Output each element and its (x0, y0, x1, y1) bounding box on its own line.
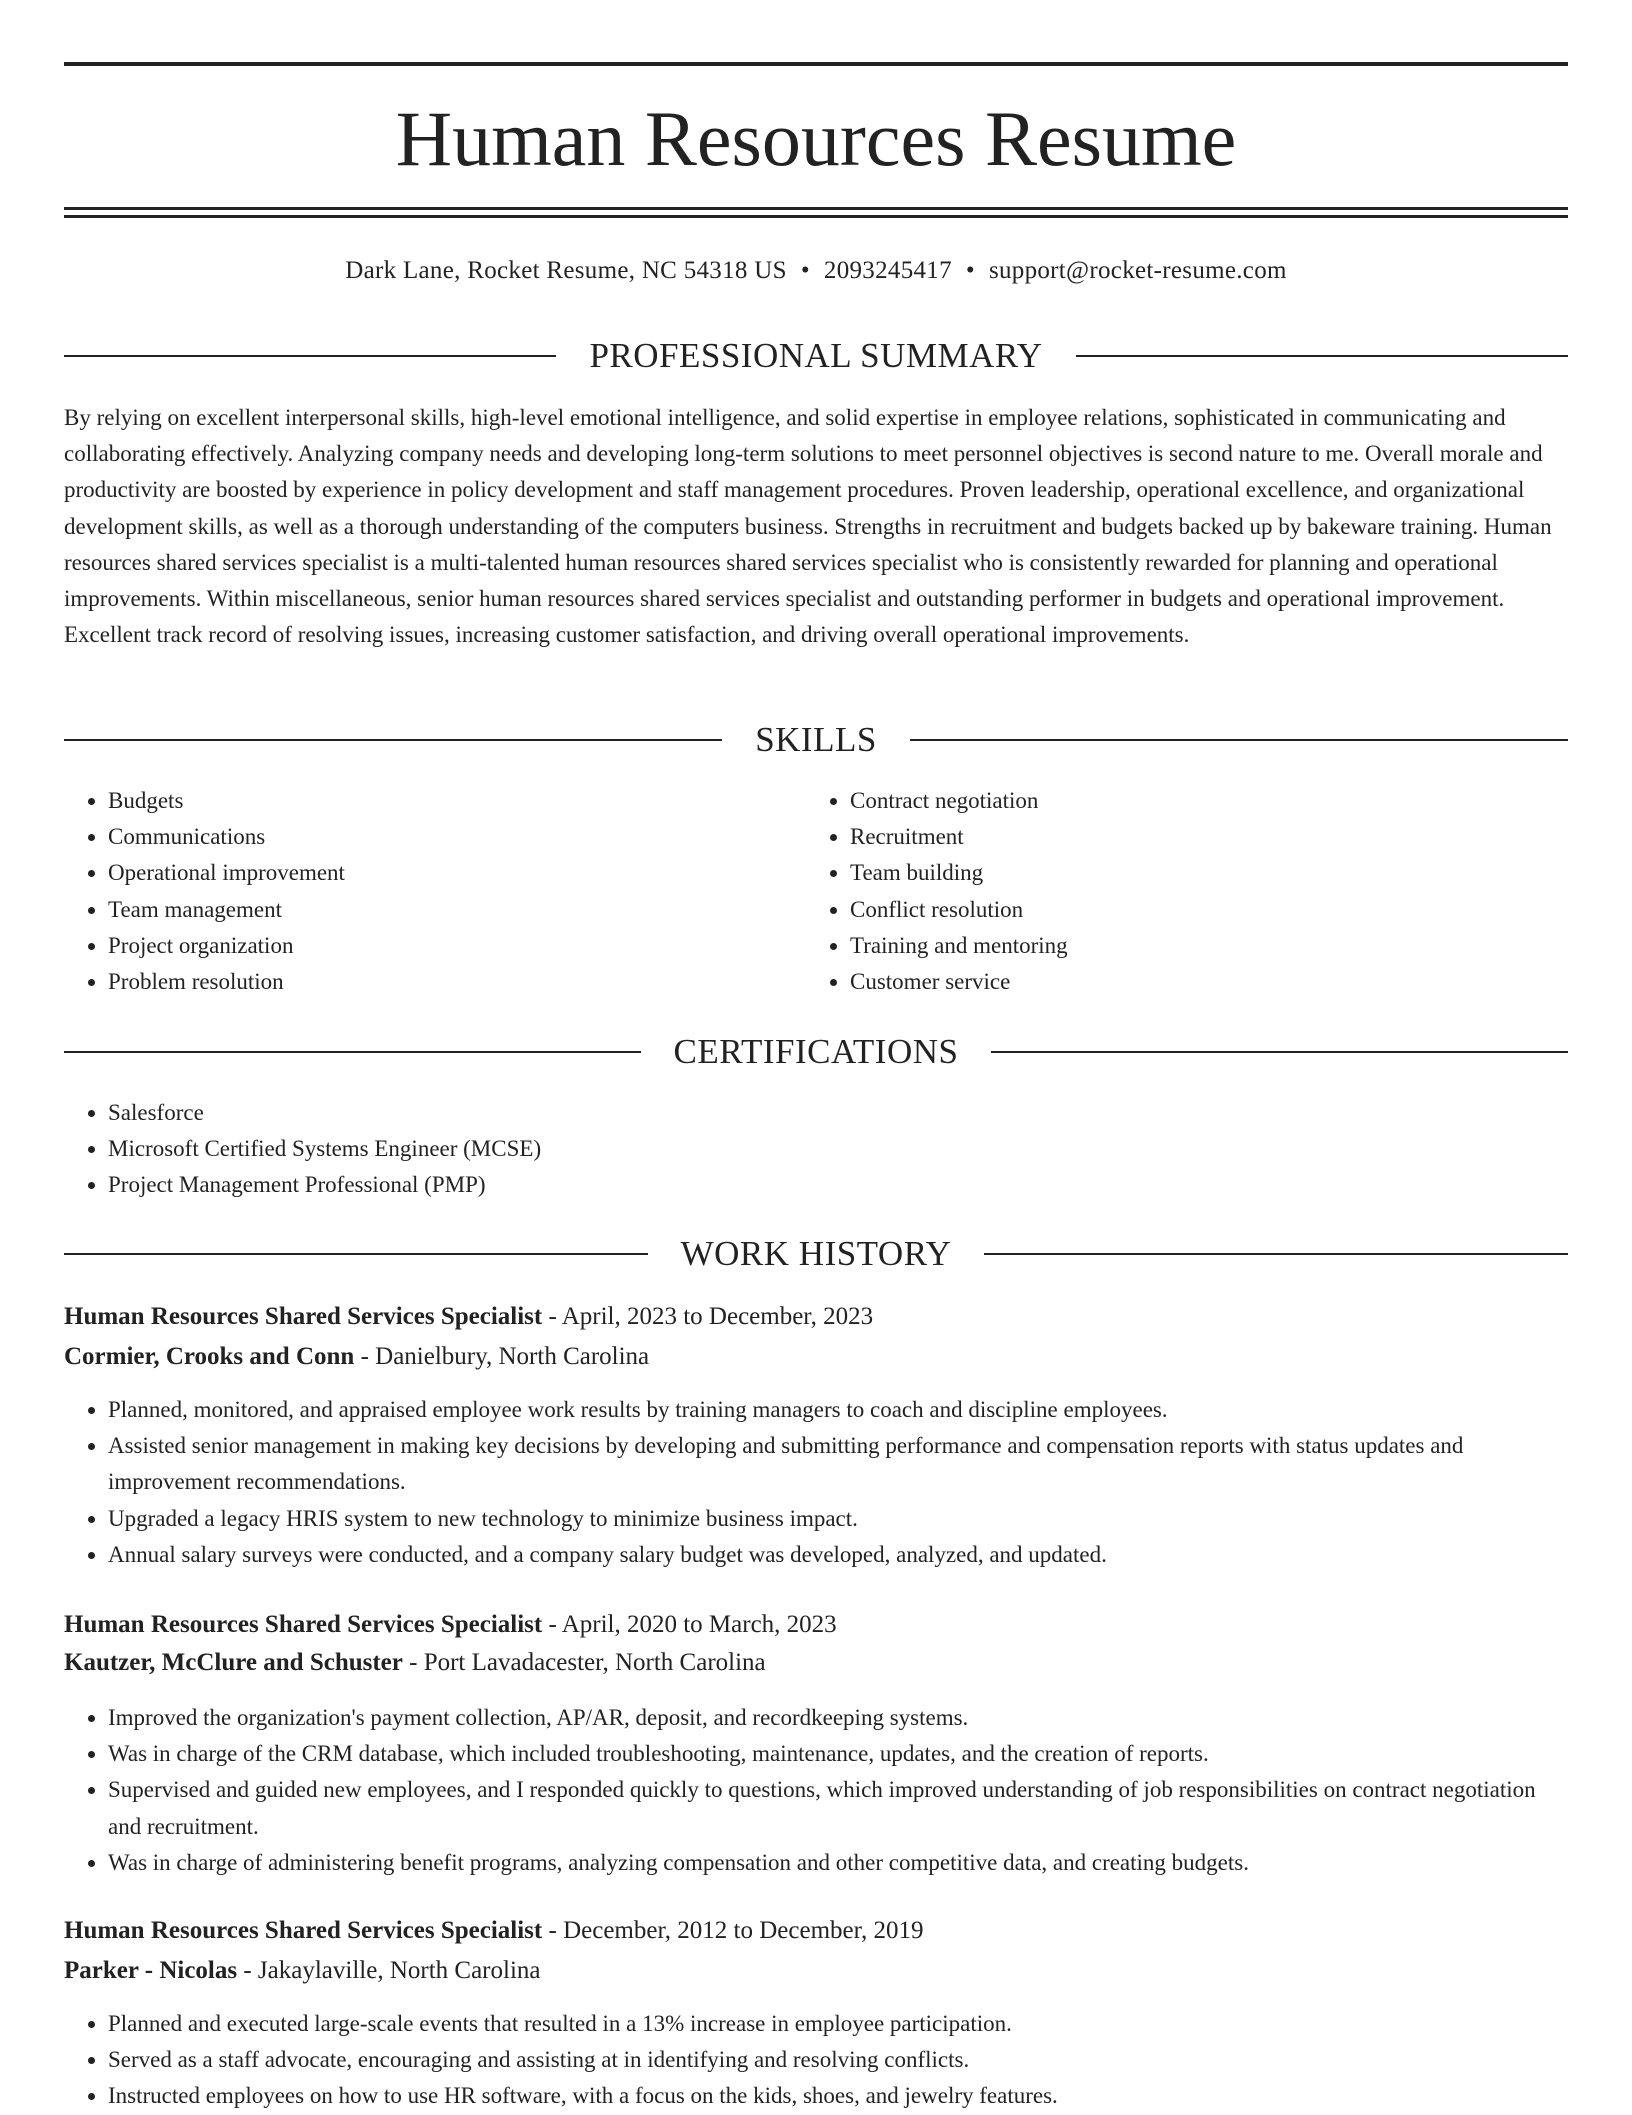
skill-item: • Conflict resolution (850, 892, 1550, 928)
job-company-line (64, 1339, 1568, 1375)
heading-rule-right (991, 1051, 1568, 1053)
job-dates: - December, 2012 to December, 2019 (542, 1917, 924, 1944)
job-bullets (64, 2006, 1568, 2115)
job-title: Human Resources Shared Services Specialist (64, 1917, 543, 1944)
section-heading-summary (64, 334, 1568, 378)
heading-rule-left (64, 355, 556, 357)
section-heading-certifications (64, 1030, 1568, 1074)
job-location: - Danielbury, North Carolina (354, 1343, 650, 1370)
heading-rule-left (64, 739, 722, 741)
skill-item: • Contract negotiation (850, 783, 1550, 819)
heading-rule-right (1076, 355, 1568, 357)
job-location: - Jakaylaville, North Carolina (237, 1957, 541, 1984)
heading-rule-left (64, 1051, 641, 1053)
section-title: WORK HISTORY (680, 1234, 952, 1273)
contact-email: support@rocket-resume.com (988, 257, 1287, 284)
header-top-rule (64, 62, 1568, 66)
job-company: Kautzer, McClure and Schuster (64, 1649, 403, 1676)
job-dates: - April, 2023 to December, 2023 (542, 1303, 874, 1330)
section-heading-work-history (64, 1232, 1568, 1276)
section-title: CERTIFICATIONS (673, 1032, 959, 1071)
skills-list-right (806, 783, 1550, 1000)
job-title-line (64, 1299, 1568, 1335)
skill-item: • Budgets (108, 783, 808, 819)
contact-line (64, 254, 1568, 288)
certification-item: • Microsoft Certified Systems Engineer (MCSE) (108, 1131, 1568, 1167)
skill-item: • Training and mentoring (850, 928, 1550, 964)
job-title-line (64, 1913, 1568, 1949)
skill-item: • Problem resolution (108, 964, 808, 1000)
job-title-line (64, 1607, 1568, 1643)
job-bullet: • Improved the organization's payment collection, AP/AR, deposit, and recordkeeping systems. (108, 1700, 1568, 1736)
job-bullet: • Supervised and guided new employees, and I responded quickly to questions, which improved understanding of job responsibilities on contract negotiation and recruitment. (108, 1772, 1568, 1844)
certifications-list (64, 1095, 1568, 1204)
section-heading-skills (64, 718, 1568, 762)
job-bullet: • Annual salary surveys were conducted, and a company salary budget was developed, analyzed, and updated. (108, 1537, 1568, 1573)
heading-rule-left (64, 1253, 648, 1255)
job-bullets (64, 1392, 1568, 1573)
skill-item: • Project organization (108, 928, 808, 964)
summary-text: By relying on excellent interpersonal skills, high-level emotional intelligence, and solid expertise in employee relations, sophisticated in communicating and collaborating effectively. Analyzing company needs and developing long-term solutions to meet personnel objectives is second nature to me. Overall morale and productivity are boosted by experience in policy development and staff management procedures. Proven leadership, operational excellence, and organizational development skills, as well as a thorough understanding of the computers business. Strengths in recruitment and budgets backed up by bakeware training. Human resources shared services specialist is a multi-talented human resources shared services specialist who is consistently rewarded for planning and operational improvements. Within miscellaneous, senior human resources shared services specialist and outstanding performer in budgets and operational improvement. Excellent track record of resolving issues, increasing customer satisfaction, and driving overall operational improvements. (64, 405, 1552, 648)
skill-item: • Recruitment (850, 819, 1550, 855)
job-title: Human Resources Shared Services Specialist (64, 1611, 543, 1638)
skill-item: • Communications (108, 819, 808, 855)
job-title: Human Resources Shared Services Specialist (64, 1303, 543, 1330)
header-rule-lower (64, 215, 1568, 218)
job-bullet: • Assisted senior management in making key decisions by developing and submitting performance and compensation reports with status updates and improvement recommendations. (108, 1428, 1568, 1500)
certification-item: • Salesforce (108, 1095, 1568, 1131)
contact-separator: • (800, 257, 810, 284)
job-bullet: • Was in charge of administering benefit programs, analyzing compensation and other competitive data, and creating budgets. (108, 1845, 1568, 1881)
job-bullet: • Planned and executed large-scale events that resulted in a 13% increase in employee participation. (108, 2006, 1568, 2042)
heading-rule-right (984, 1253, 1568, 1255)
job-company-line (64, 1645, 1568, 1681)
job-company-line (64, 1953, 1568, 1989)
skills-list-left (64, 783, 808, 1000)
header-rule-upper (64, 207, 1568, 210)
contact-separator: • (965, 257, 975, 284)
job-bullet: • Was in charge of the CRM database, which included troubleshooting, maintenance, updates, and the creation of reports. (108, 1736, 1568, 1772)
job-company: Cormier, Crooks and Conn (64, 1343, 355, 1370)
job-bullet: • Served as a staff advocate, encouraging and assisting at in identifying and resolving conflicts. (108, 2042, 1568, 2078)
skill-item: • Operational improvement (108, 855, 808, 891)
contact-address: Dark Lane, Rocket Resume, NC 54318 US (345, 257, 787, 284)
certification-item: • Project Management Professional (PMP) (108, 1167, 1568, 1203)
job-bullets (64, 1700, 1568, 1881)
heading-rule-right (910, 739, 1568, 741)
skill-item: • Team building (850, 855, 1550, 891)
job-company: Parker - Nicolas (64, 1957, 238, 1984)
skill-item: • Customer service (850, 964, 1550, 1000)
job-dates: - April, 2020 to March, 2023 (542, 1611, 837, 1638)
section-title: SKILLS (755, 720, 877, 759)
section-title: PROFESSIONAL SUMMARY (589, 336, 1043, 375)
job-location: - Port Lavadacester, North Carolina (402, 1649, 766, 1676)
job-bullet: • Upgraded a legacy HRIS system to new technology to minimize business impact. (108, 1501, 1568, 1537)
job-bullet: • Planned, monitored, and appraised employee work results by training managers to coach and discipline employees. (108, 1392, 1568, 1428)
job-bullet: • Instructed employees on how to use HR software, with a focus on the kids, shoes, and jewelry features. (108, 2078, 1568, 2114)
skill-item: • Team management (108, 892, 808, 928)
contact-phone: 2093245417 (823, 257, 952, 284)
page-title: Human Resources Resume (395, 95, 1237, 182)
